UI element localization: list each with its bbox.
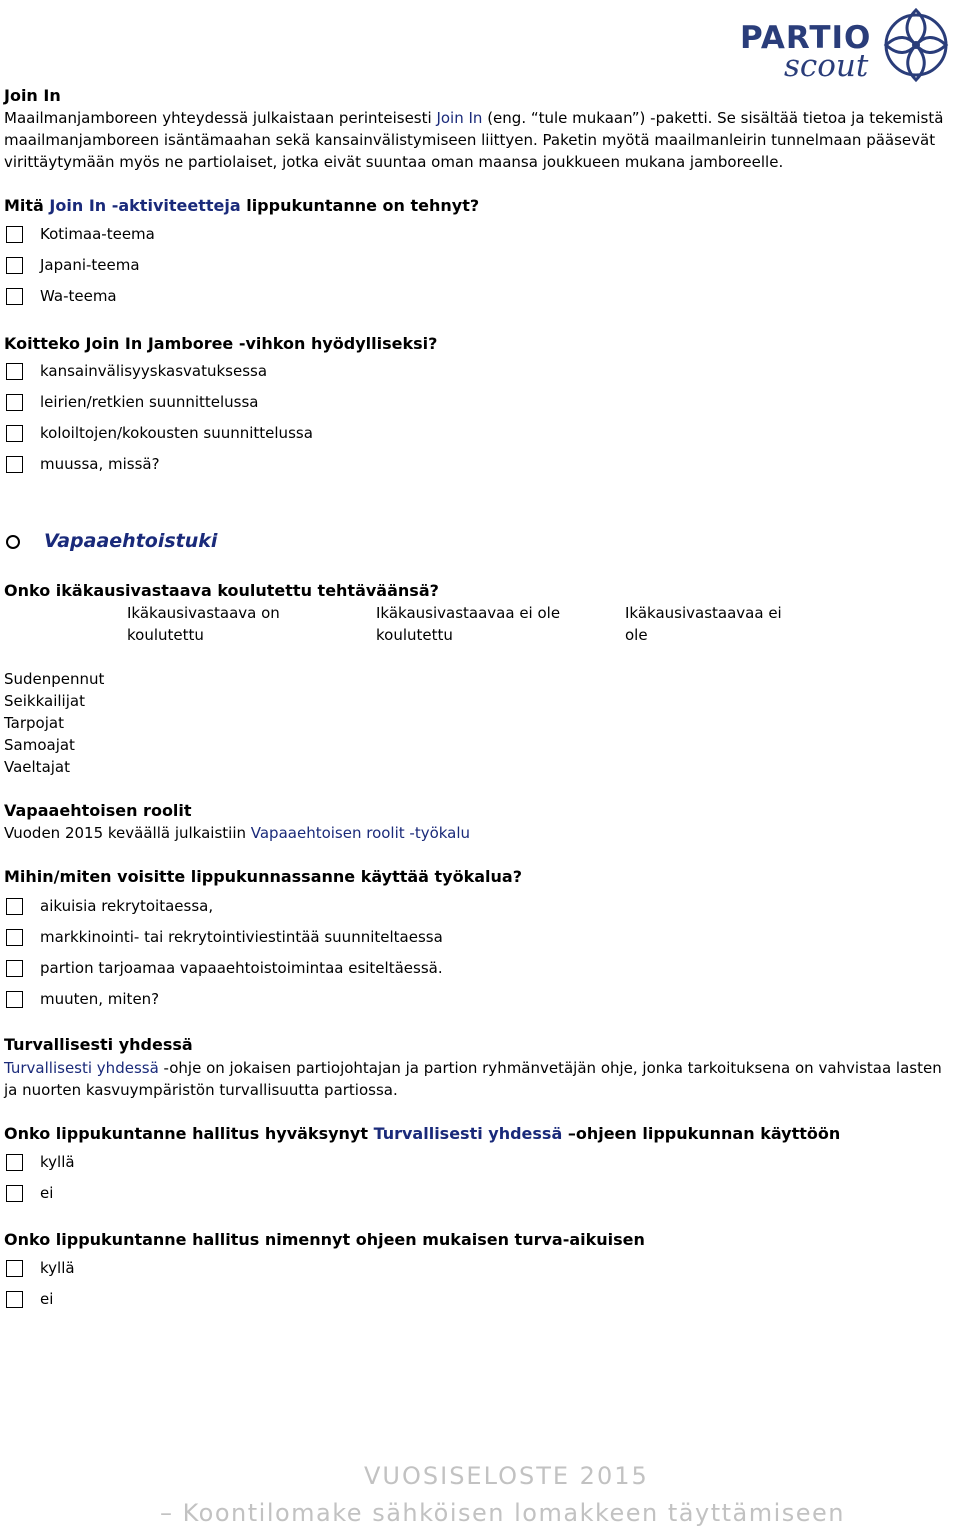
paragraph-text: (eng. “tule mukaan”) -paketti. Se sisältää tietoa ja tekemistä [482,109,944,127]
scout-lily-emblem-icon [874,4,958,86]
option-kylla-2[interactable] [6,1255,75,1281]
logo-text-scout: scout [784,48,869,84]
option-label: koloiltojen/kokousten suunnittelussa [40,424,313,442]
option-ei-2[interactable] [6,1286,53,1312]
option-muuten[interactable] [6,986,159,1012]
safety-adult-question: Onko lippukuntanne hallitus nimennyt ohjeen mukaisen turva-aikuisen [4,1230,645,1249]
option-leirien[interactable] [6,389,259,415]
checkbox[interactable] [6,1260,23,1277]
column-header-ei-koulutettu [376,602,616,646]
option-label: muussa, missä? [40,455,160,473]
option-label: Kotimaa-teema [40,225,155,243]
training-question: Onko ikäkausivastaava koulutettu tehtäväänsä? [4,581,439,600]
roolit-title: Vapaaehtoisen roolit [4,801,192,820]
join-in-title: Join In [4,86,61,105]
join-in-activities-link[interactable]: Join In -aktiviteetteja [49,196,241,215]
turvallisesti-question-link[interactable]: Turvallisesti yhdessä [373,1124,563,1143]
checkbox[interactable] [6,456,23,473]
approval-question [4,1124,840,1143]
checkbox[interactable] [6,363,23,380]
option-kylla-1[interactable] [6,1149,75,1175]
checkbox[interactable] [6,1154,23,1171]
option-label: kyllä [40,1259,75,1277]
logo-text-partio: PARTIO [740,20,872,56]
column-header-koulutettu [127,602,357,646]
option-muussa[interactable] [6,451,160,477]
column-header-line: ole [625,626,648,644]
option-label: kansainvälisyyskasvatuksessa [40,362,268,380]
option-wa[interactable] [6,283,117,309]
option-label: aikuisia rekrytoitaessa, [40,897,214,915]
option-label: muuten, miten? [40,990,160,1008]
checkbox[interactable] [6,1291,23,1308]
vapaaehtoistuki-title: Vapaaehtoistuki [44,530,218,552]
column-header-line: koulutettu [127,626,204,644]
option-label: ei [40,1184,54,1202]
option-label: ei [40,1290,54,1308]
option-label: kyllä [40,1153,75,1171]
checkbox[interactable] [6,1185,23,1202]
option-label: partion tarjoamaa vapaaehtoistoimintaa esiteltäessä. [40,959,443,977]
join-in-question [4,196,479,215]
table-row-label: Samoajat [4,736,75,754]
option-partion[interactable] [6,955,443,981]
partio-scout-logo [738,2,958,88]
turvallisesti-text-line-1 [4,1057,958,1079]
checkbox[interactable] [6,960,23,977]
join-in-paragraph-line-1 [4,107,943,129]
roolit-text-pre: Vuoden 2015 keväällä julkaistiin [4,824,251,842]
turvallisesti-title: Turvallisesti yhdessä [4,1035,193,1054]
option-japani[interactable] [6,252,140,278]
table-row-label: Vaeltajat [4,758,70,776]
checkbox[interactable] [6,425,23,442]
question-text: lippukuntanne on tehnyt? [240,196,480,215]
table-row-label: Sudenpennut [4,670,105,688]
footer-title: VUOSISELOSTE 2015 [364,1462,649,1490]
roolit-text [4,822,470,844]
option-kansainvalisyys[interactable] [6,358,267,384]
roolit-question: Mihin/miten voisitte lippukunnassanne käyttää työkalua? [4,867,522,886]
question-text: –ohjeen lippukunnan käyttöön [562,1124,841,1143]
option-label: Wa-teema [40,287,117,305]
checkbox[interactable] [6,394,23,411]
option-ei-1[interactable] [6,1180,53,1206]
option-koloiltojen[interactable] [6,420,313,446]
turvallisesti-text-line-2: ja nuorten kasvuympäristön turvallisuutta partiossa. [4,1081,398,1099]
column-header-line: koulutettu [376,626,453,644]
circle-bullet-icon [6,535,20,549]
footer-subtitle: – Koontilomake sähköisen lomakkeen täyttämiseen [160,1499,846,1527]
question-text: Mitä [4,196,50,215]
option-kotimaa[interactable] [6,221,155,247]
column-header-line: Ikäkausivastaava on [127,604,280,622]
checkbox[interactable] [6,257,23,274]
option-label: Japani-teema [40,256,140,274]
roolit-tool-link[interactable]: Vapaaehtoisen roolit -työkalu [250,824,471,842]
checkbox[interactable] [6,898,23,915]
turvallisesti-text: -ohje on jokaisen partiojohtajan ja partion ryhmänvetäjän ohje, jonka tarkoituksena on vahvistaa lasten [158,1059,942,1077]
turvallisesti-link[interactable]: Turvallisesti yhdessä [4,1059,159,1077]
table-row-label: Tarpojat [4,714,64,732]
paragraph-text: Maailmanjamboreen yhteydessä julkaistaan perinteisesti [4,109,437,127]
join-in-paragraph-line-3: virittäytymään myös ne partiolaiset, jotka eivät suuntaa oman maansa joukkueen mukana jamboreelle. [4,153,784,171]
option-aikuisia[interactable] [6,893,213,919]
table-row-label: Seikkailijat [4,692,85,710]
checkbox[interactable] [6,991,23,1008]
question-text: Onko lippukuntanne hallitus hyväksynyt [4,1124,374,1143]
join-in-paragraph-line-2: maailmanjamboreen isäntämaahan sekä kansainvälistymiseen liittyen. Paketin myötä maailmanleirin tunnelmaan pääsevät [4,131,936,149]
column-header-line: Ikäkausivastaavaa ei ole [376,604,561,622]
jamboree-booklet-question: Koitteko Join In Jamboree -vihkon hyödylliseksi? [4,334,438,353]
option-markkinointi[interactable] [6,924,443,950]
checkbox[interactable] [6,226,23,243]
checkbox[interactable] [6,288,23,305]
column-header-ei-ole [625,602,825,646]
join-in-link[interactable]: Join In [436,109,483,127]
option-label: markkinointi- tai rekrytointiviestintää suunniteltaessa [40,928,443,946]
checkbox[interactable] [6,929,23,946]
option-label: leirien/retkien suunnittelussa [40,393,259,411]
column-header-line: Ikäkausivastaavaa ei [625,604,782,622]
